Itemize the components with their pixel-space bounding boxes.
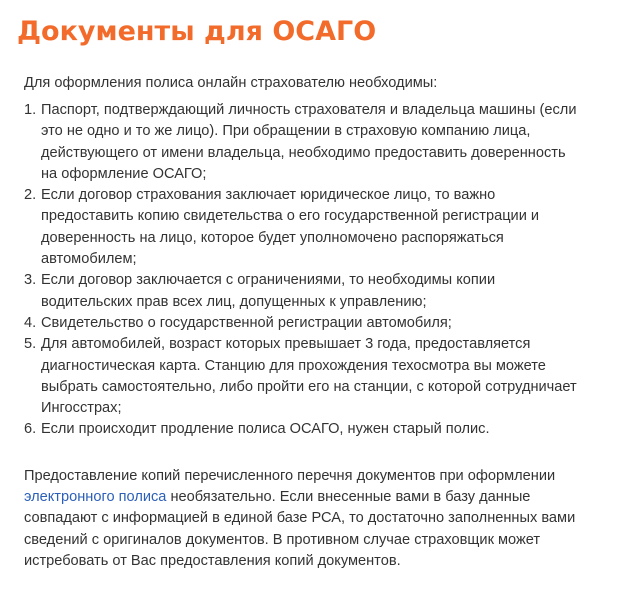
list-item-number: 6.: [24, 421, 37, 438]
outro-line: сведений с оригиналов документов. В противном случае страховщик может: [24, 531, 541, 548]
outro-line: Предоставление копий перечисленного перечня документов при оформлении: [24, 468, 556, 484]
list-item: [24, 419, 620, 440]
page-title: Документы для ОСАГО: [17, 16, 377, 47]
list-item-line: Если происходит продление полиса ОСАГО, нужен старый полис.: [41, 421, 490, 438]
list-item-line: на оформление ОСАГО;: [41, 165, 207, 182]
outro-paragraph: [24, 466, 620, 572]
list-item-number: 2.: [24, 187, 37, 204]
list-item-line: автомобилем;: [41, 251, 137, 268]
list-item-number: 4.: [24, 314, 37, 331]
list-item-number: 5.: [24, 336, 37, 353]
list-item: [24, 100, 620, 185]
list-item-line: предоставить копию свидетельства о его государственной регистрации и: [41, 208, 540, 225]
list-item: [24, 185, 620, 270]
outro-line: [24, 487, 620, 508]
list-item-line: действующего от имени владельца, необходимо предоставить доверенность: [41, 144, 566, 161]
list-item-number: 1.: [24, 102, 37, 118]
list-item-line: водительских прав всех лиц, допущенных к управлению;: [41, 293, 427, 310]
list-item-number: 3.: [24, 272, 37, 289]
outro-line: совпадают с информацией в единой базе РСА, то достаточно заполненных вами: [24, 510, 576, 527]
list-item-line: Для автомобилей, возраст которых превышает 3 года, предоставляется: [41, 336, 531, 353]
list-item-line: Ингосстрах;: [41, 400, 122, 417]
list-item-line: Если договор страхования заключает юридическое лицо, то важно: [41, 187, 496, 204]
list-item-line: это не одно и то же лицо). При обращении в страховую компанию лица,: [41, 123, 531, 140]
list-item: [24, 270, 620, 313]
list-item-line: Паспорт, подтверждающий личность страхователя и владельца машины (если: [41, 102, 577, 118]
list-item-line: доверенность на лицо, которое будет уполномочено распоряжаться: [41, 229, 504, 246]
outro-line: истребовать от Вас предоставления копий документов.: [24, 552, 401, 569]
list-item-line: выбрать самостоятельно, либо пройти его на станции, с которой сотрудничает: [41, 378, 577, 395]
list-item: [24, 334, 620, 419]
documents-list: [24, 100, 620, 441]
outro-line-rest: необязательно. Если внесенные вами в базу данные: [166, 489, 531, 506]
list-item-line: Свидетельство о государственной регистрации автомобиля;: [41, 314, 452, 331]
intro-text: Для оформления полиса онлайн страхователю необходимы:: [24, 75, 438, 91]
list-item: [24, 313, 620, 334]
list-item-line: Если договор заключается с ограничениями, то необходимы копии: [41, 272, 496, 289]
list-item-line: диагностическая карта. Станцию для прохождения техосмотра вы можете: [41, 357, 546, 374]
electronic-policy-link[interactable]: электронного полиса: [24, 489, 167, 506]
